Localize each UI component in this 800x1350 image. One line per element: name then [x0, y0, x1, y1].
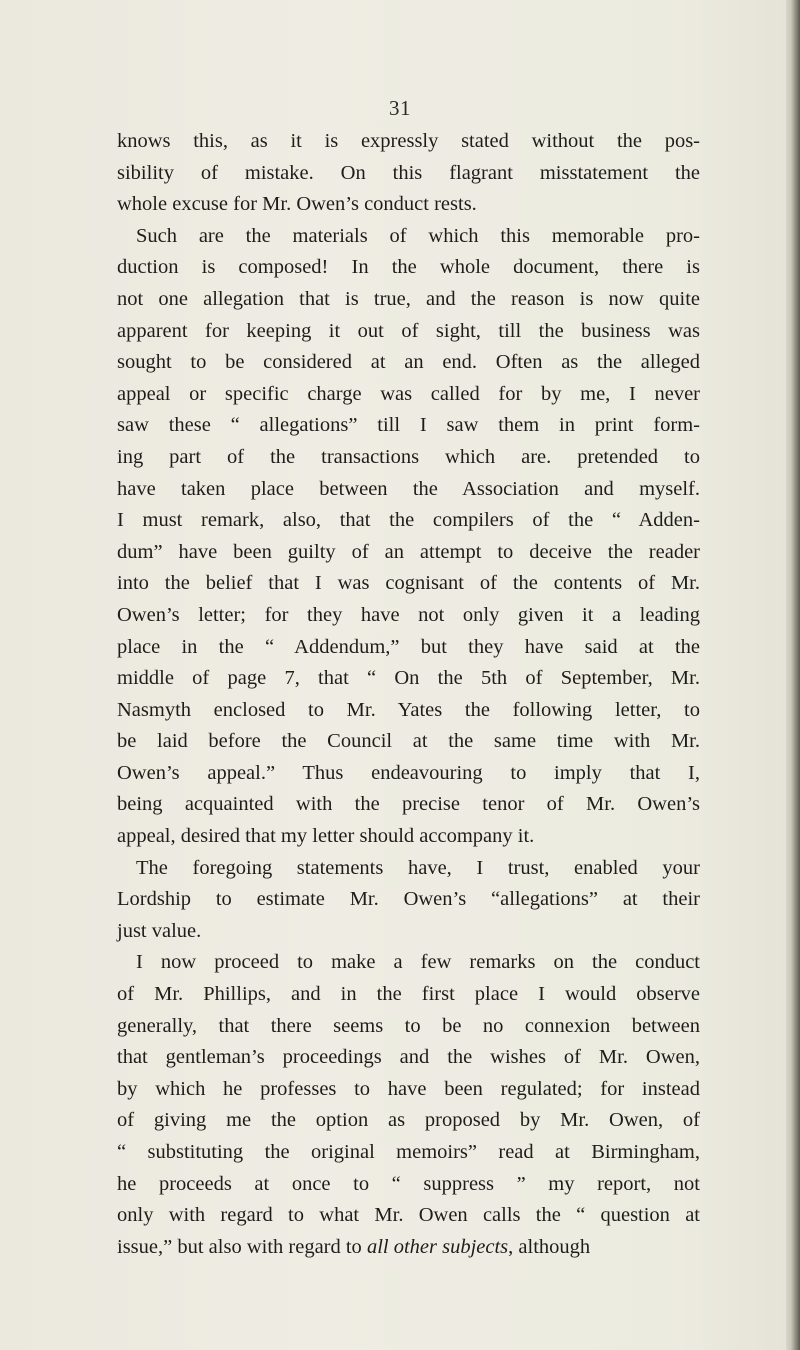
text-line: middle of page 7, that “ On the 5th of September, Mr. — [117, 667, 700, 690]
text-line: be laid before the Council at the same time with Mr. — [117, 730, 700, 753]
text-line: into the belief that I was cognisant of the contents of Mr. — [117, 572, 700, 595]
text-line: only with regard to what Mr. Owen calls the “ question at — [117, 1204, 700, 1227]
text-line: I must remark, also, that the compilers of the “ Adden- — [117, 509, 700, 532]
text-line: “ substituting the original memoirs” read at Birmingham, — [117, 1141, 700, 1163]
text-line: just value. — [117, 919, 202, 942]
text-line: knows this, as it is expressly stated without the pos- — [117, 130, 700, 152]
text-line: saw these “ allegations” till I saw them in print form- — [117, 414, 700, 437]
text-line: ing part of the transactions which are. pretended to — [117, 445, 700, 468]
text-line: by which he professes to have been regulated; for instead — [117, 1077, 700, 1100]
text-line: I now proceed to make a few remarks on the conduct — [136, 951, 700, 974]
text-line: he proceeds at once to “ suppress ” my report, not — [117, 1172, 700, 1195]
body-text — [117, 126, 700, 1263]
text-line: Owen’s letter; for they have not only given it a leading — [117, 603, 700, 626]
text-line: of giving me the option as proposed by Mr. Owen, of — [117, 1109, 700, 1132]
text-line: Lordship to estimate Mr. Owen’s “allegations” at their — [117, 888, 700, 911]
text-line: duction is composed! In the whole document, there is — [117, 256, 700, 279]
text-line: generally, that there seems to be no connexion between — [117, 1014, 700, 1037]
text-line-final — [117, 1232, 700, 1264]
page-edge-shadow — [786, 0, 800, 1350]
text-line: whole excuse for Mr. Owen’s conduct rests. — [117, 193, 477, 216]
text-line: Nasmyth enclosed to Mr. Yates the following letter, to — [117, 698, 700, 721]
final-line-after: , although — [508, 1235, 591, 1258]
text-line: sought to be considered at an end. Often as the alleged — [117, 351, 700, 374]
text-line: place in the “ Addendum,” but they have said at the — [117, 635, 700, 658]
text-line: that gentleman’s proceedings and the wishes of Mr. Owen, — [117, 1046, 700, 1069]
text-line: dum” have been guilty of an attempt to deceive the reader — [117, 540, 700, 563]
text-line: appeal or specific charge was called for by me, I never — [117, 382, 700, 405]
text-line: not one allegation that is true, and the reason is now quite — [117, 287, 700, 310]
text-line: have taken place between the Association and myself. — [117, 477, 700, 500]
final-line-emphasis: all other subjects — [366, 1235, 509, 1258]
text-line: of Mr. Phillips, and in the first place I would observe — [117, 983, 700, 1006]
text-line: Owen’s appeal.” Thus endeavouring to imply that I, — [117, 761, 700, 784]
text-line: appeal, desired that my letter should accompany it. — [117, 825, 535, 848]
text-line: sibility of mistake. On this flagrant misstatement the — [117, 161, 700, 184]
text-line: The foregoing statements have, I trust, enabled your — [136, 856, 700, 879]
text-line: Such are the materials of which this memorable pro- — [136, 224, 700, 247]
text-line: apparent for keeping it out of sight, till the business was — [117, 319, 700, 342]
page-number: 31 — [389, 96, 411, 120]
final-line-before: issue,” but also with regard to — [117, 1235, 367, 1258]
text-line: being acquainted with the precise tenor of Mr. Owen’s — [117, 793, 700, 816]
